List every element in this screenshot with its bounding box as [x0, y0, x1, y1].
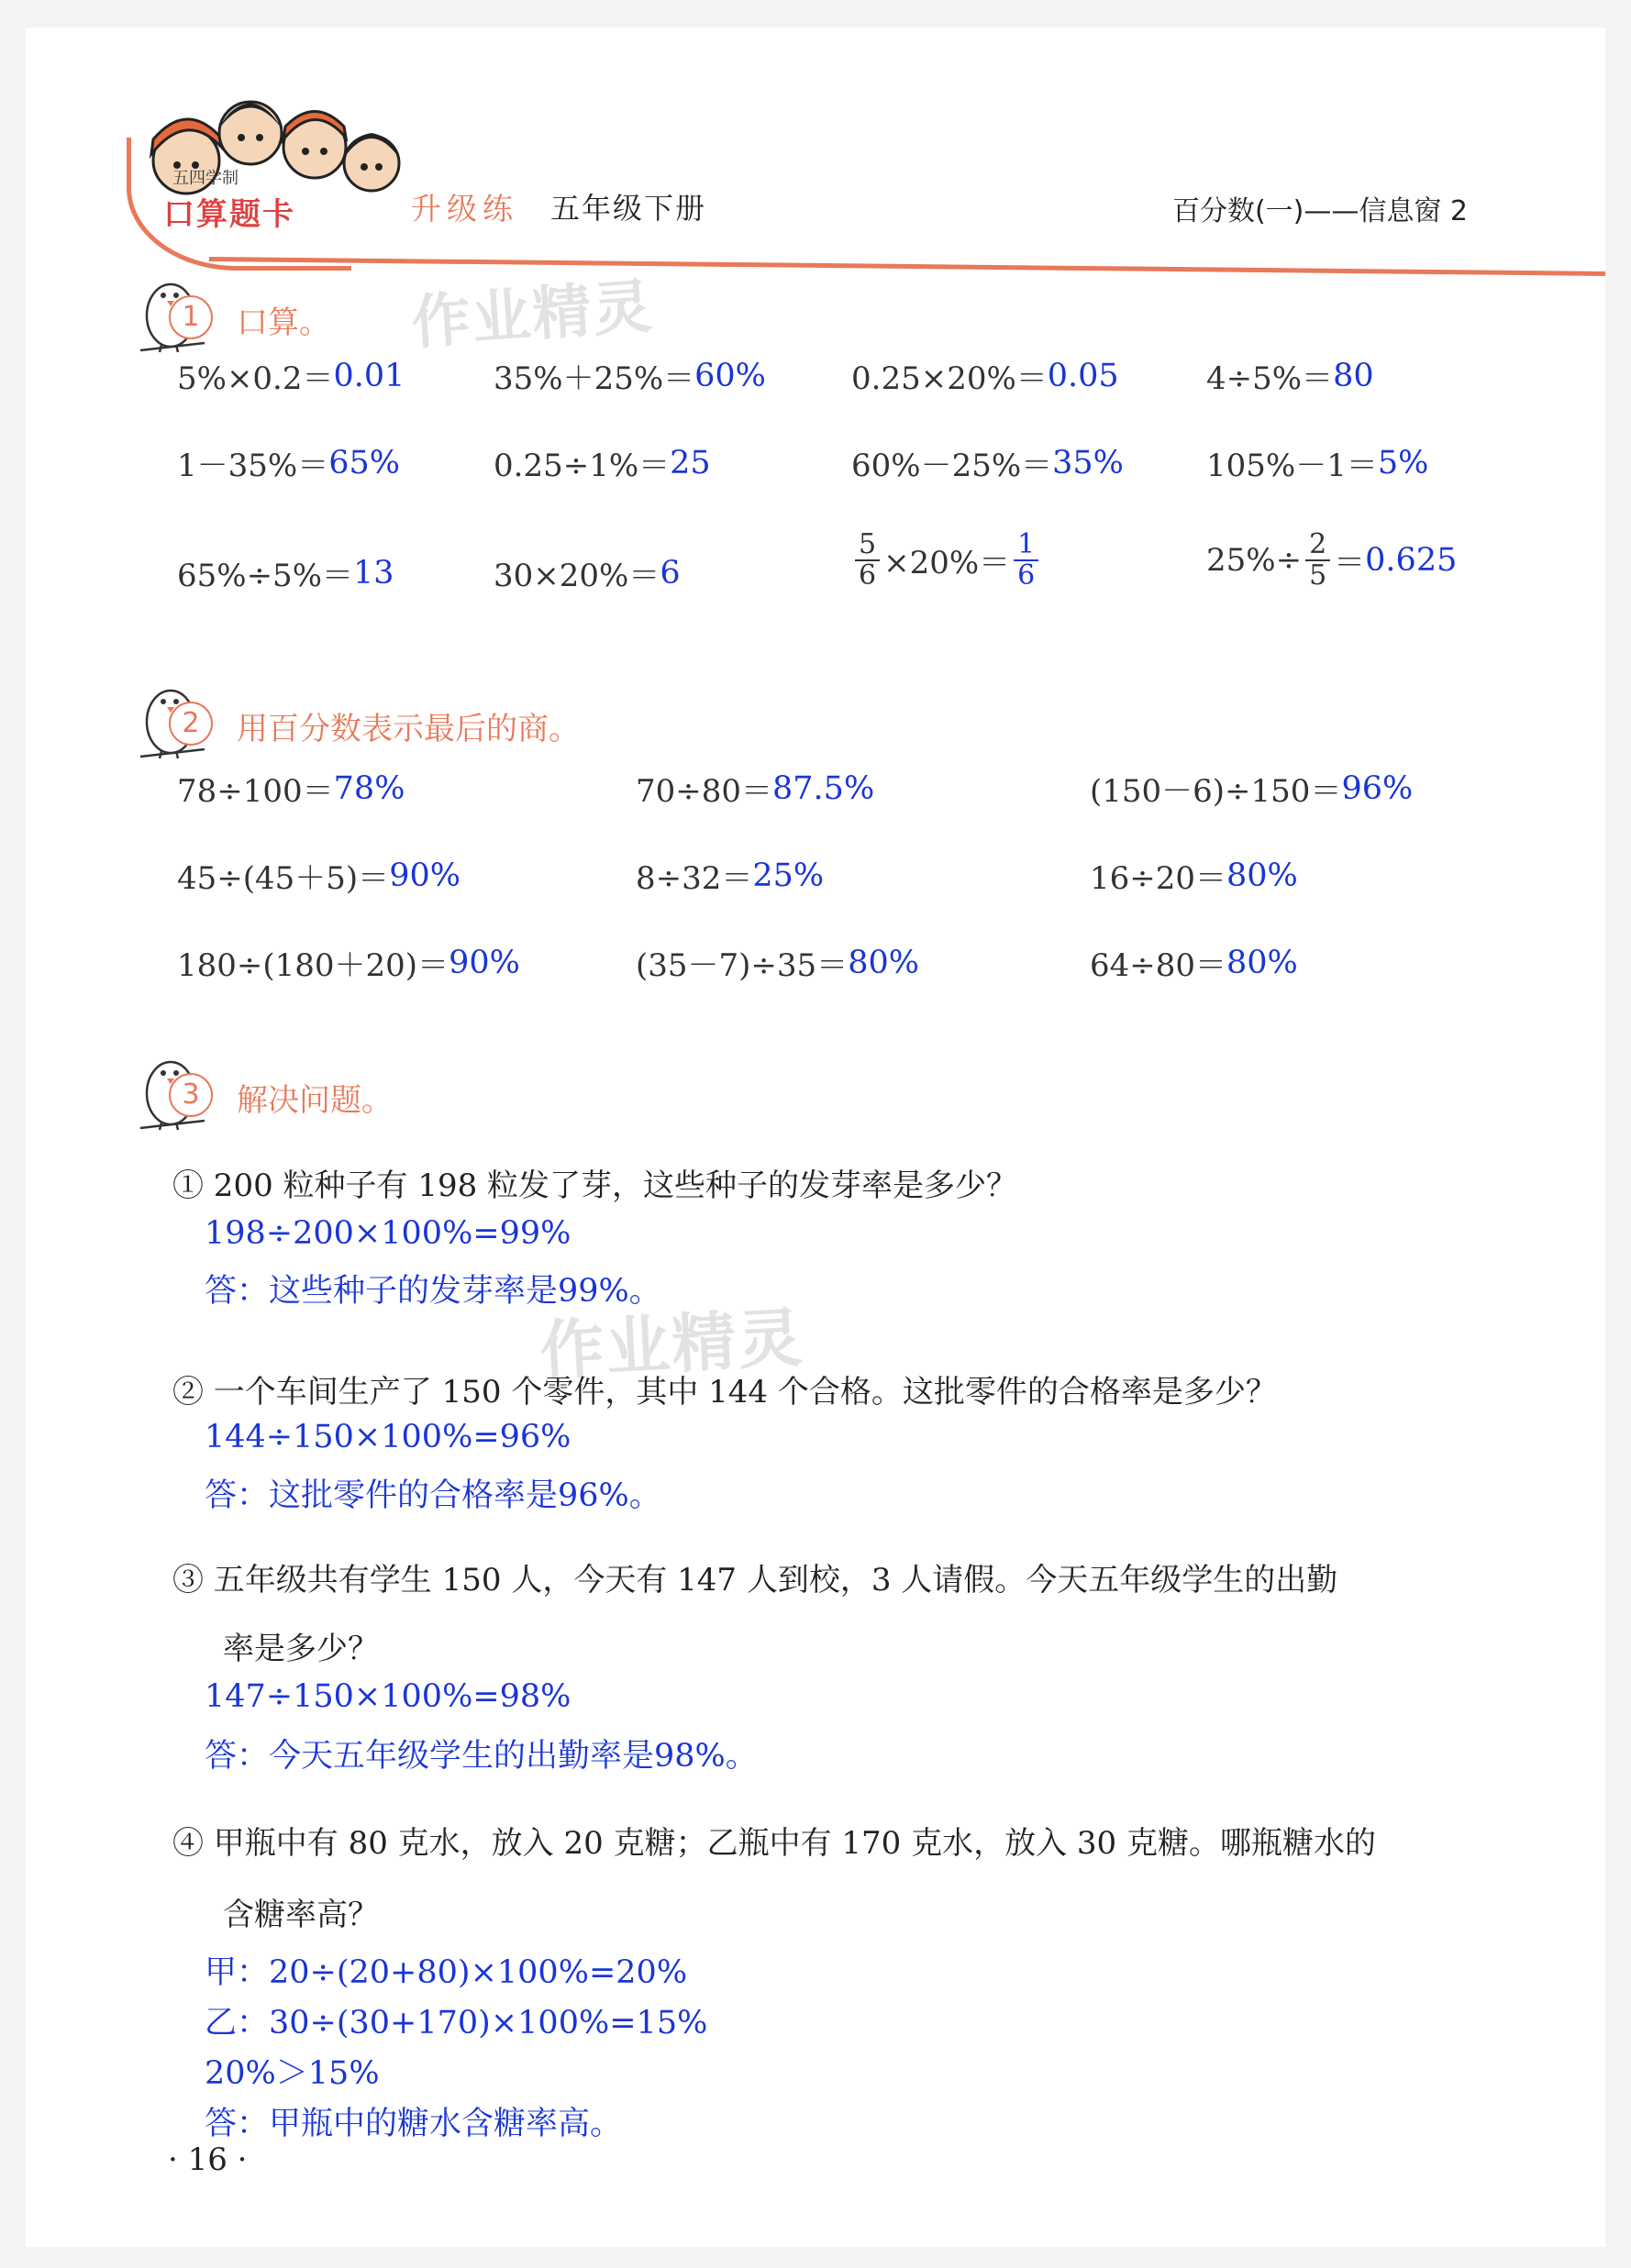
fraction: $\frac{2}{5}$: [1305, 530, 1330, 590]
solution-line: 144÷150×100%=96%: [205, 1419, 571, 1455]
answer-line: 答：这些种子的发芽率是99%。: [205, 1273, 661, 1310]
answer: 5%: [1377, 444, 1429, 481]
answer: 35%: [1052, 444, 1124, 481]
section-title: 口算。: [237, 304, 330, 341]
solution-line: 20%＞15%: [205, 2055, 380, 2092]
answer-line: 答：今天五年级学生的出勤率是98%。: [205, 1738, 758, 1775]
word-problem-4-cont: 含糖率高？: [223, 1897, 379, 1933]
answer: 60%: [694, 357, 766, 394]
word-problem-3: ③ 五年级共有学生 150 人，今天有 147 人到校，3 人请假。今天五年级学生的出勤: [172, 1562, 1338, 1599]
word-problem-1: ① 200 粒种子有 198 粒发了芽，这些种子的发芽率是多少？: [172, 1167, 1018, 1204]
answer: 80%: [848, 944, 919, 981]
oral-calc-item: 30×20%＝ 6: [494, 554, 681, 594]
oral-calc-item: 0.25÷1%＝ 25: [494, 444, 711, 484]
answer-line: 答：这批零件的合格率是96%。: [205, 1477, 661, 1514]
answer: 87.5%: [772, 769, 875, 807]
answer: 96%: [1341, 769, 1414, 807]
solution-line: 乙：30÷(30+170)×100%=15%: [205, 2005, 708, 2041]
quotient-item: (150－6)÷150＝ 96%: [1090, 769, 1414, 810]
watermark-top: 作业精灵: [409, 272, 656, 359]
answer: 78%: [333, 769, 405, 807]
section-number: 1: [169, 295, 213, 339]
answer: 0.01: [333, 357, 405, 394]
word-problem-3-cont: 率是多少？: [223, 1631, 379, 1667]
header-rule: [209, 257, 1605, 276]
answer: 25%: [752, 857, 825, 894]
unit-title: 百分数(一)——信息窗 2: [1171, 195, 1468, 227]
watermark-middle: 作业精灵: [538, 1300, 806, 1389]
quotient-item: 180÷(180＋20)＝ 90%: [177, 944, 520, 984]
answer-line: 答：甲瓶中的糖水含糖率高。: [205, 2106, 623, 2142]
section-title: 用百分数表示最后的商。: [237, 711, 580, 747]
oral-calc-item: 105%－1＝ 5%: [1206, 444, 1429, 484]
page-number: · 16 ·: [168, 2141, 248, 2178]
answer: 80: [1333, 357, 1374, 394]
answer: 80%: [1226, 944, 1298, 981]
word-problem-2: ② 一个车间生产了 150 个零件，其中 144 个合格。这批零件的合格率是多少？: [172, 1374, 1277, 1411]
oral-calc-item: 60%－25%＝ 35%: [851, 444, 1124, 484]
brand-subtitle: 五四学制: [172, 169, 239, 188]
answer: 0.05: [1047, 357, 1119, 394]
brand-title: 口算题卡: [163, 196, 295, 233]
oral-calc-item: 5%×0.2＝ 0.01: [177, 357, 405, 397]
quotient-item: 16÷20＝ 80%: [1090, 857, 1298, 897]
answer: 25: [670, 444, 711, 481]
oral-calc-item: 0.25×20%＝ 0.05: [851, 357, 1119, 397]
quotient-item: 70÷80＝ 87.5%: [636, 769, 875, 810]
answer-fraction: $\frac{1}{6}$: [1014, 530, 1038, 590]
answer: 0.625: [1365, 541, 1458, 579]
quotient-item: 45÷(45＋5)＝ 90%: [177, 857, 460, 897]
answer: 80%: [1226, 857, 1298, 894]
answer: 13: [353, 554, 394, 592]
solution-line: 147÷150×100%=98%: [205, 1678, 571, 1715]
section-title: 解决问题。: [237, 1082, 393, 1119]
section-number: 2: [169, 702, 213, 746]
oral-calc-fraction-item: 25%÷ $\frac{2}{5}$ ＝ 0.625: [1206, 528, 1458, 592]
quotient-item: 8÷32＝ 25%: [636, 857, 825, 897]
oral-calc-item: 1－35%＝ 65%: [177, 444, 400, 484]
grade-label: 五年级下册: [550, 191, 707, 226]
oral-calc-item: 65%÷5%＝ 13: [177, 554, 394, 594]
oral-calc-fraction-item: $\frac{5}{6}$ ×20%＝ $\frac{1}{6}$: [851, 530, 1042, 590]
answer: 90%: [449, 944, 520, 981]
solution-line: 甲：20÷(20+80)×100%=20%: [205, 1954, 688, 1991]
series-label: 升级练: [411, 191, 518, 227]
section-number: 3: [169, 1073, 213, 1117]
solution-line: 198÷200×100%=99%: [205, 1215, 571, 1252]
quotient-item: 78÷100＝ 78%: [177, 769, 405, 810]
workbook-page: [26, 28, 1605, 2247]
oral-calc-item: 35%＋25%＝ 60%: [494, 357, 766, 397]
fraction: $\frac{5}{6}$: [855, 530, 880, 590]
answer: 90%: [389, 857, 460, 894]
quotient-item: 64÷80＝ 80%: [1090, 944, 1298, 984]
answer: 6: [660, 554, 681, 592]
word-problem-4: ④ 甲瓶中有 80 克水，放入 20 克糖；乙瓶中有 170 克水，放入 30 克糖。哪瓶糖水的: [172, 1825, 1376, 1862]
answer: 65%: [328, 444, 400, 481]
quotient-item: (35－7)÷35＝ 80%: [636, 944, 919, 984]
oral-calc-item: 4÷5%＝ 80: [1206, 357, 1374, 397]
